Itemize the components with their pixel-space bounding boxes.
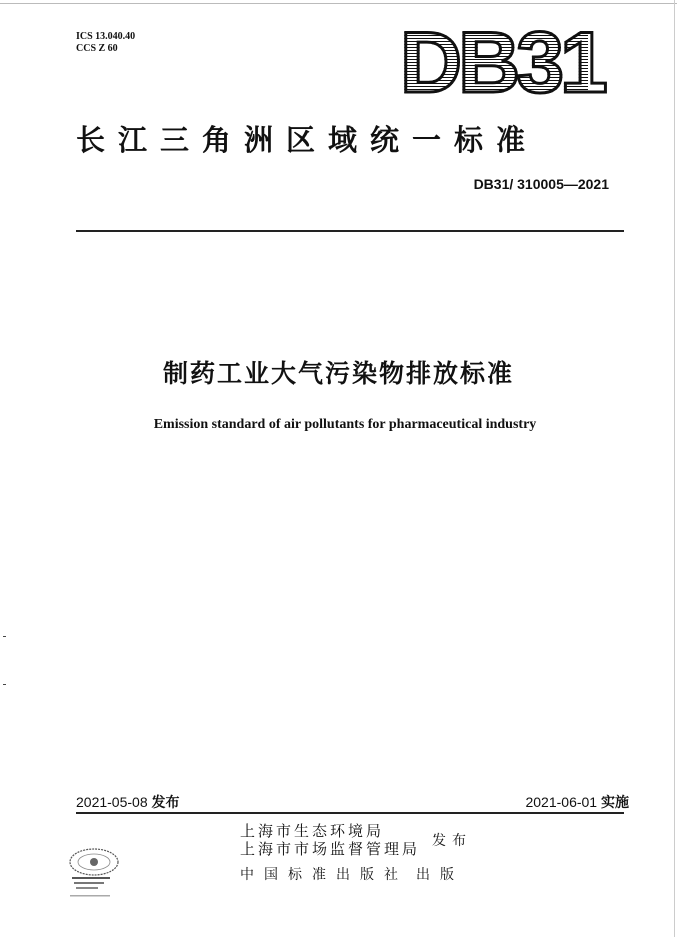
effective-label: 实施 bbox=[601, 795, 629, 811]
document-title-en: Emission standard of air pollutants for pharmaceutical industry bbox=[153, 417, 537, 432]
document-title-zh: 制药工业大气污染物排放标准 bbox=[162, 359, 514, 388]
issuer-environment-bureau: 上海市生态环境局 bbox=[240, 822, 385, 840]
ics-code: ICS 13.040.40 bbox=[76, 31, 136, 42]
page-right-edge bbox=[674, 0, 675, 937]
issuing-authorities bbox=[240, 822, 420, 858]
publisher-line bbox=[240, 864, 464, 884]
publisher-label: 出版 bbox=[416, 867, 464, 883]
scan-mark bbox=[3, 684, 6, 685]
release-date-line bbox=[76, 792, 180, 812]
release-date: 2021-05-08 bbox=[76, 794, 148, 810]
classification-codes bbox=[76, 31, 135, 55]
footer-rule bbox=[76, 812, 624, 814]
header-rule bbox=[76, 230, 624, 232]
series-title: 长江三角洲区域统一标准 bbox=[76, 123, 539, 157]
publisher-name: 中国标准出版社 bbox=[240, 867, 408, 883]
db31-logo: DB31 bbox=[400, 15, 604, 111]
effective-date-line bbox=[525, 792, 629, 812]
effective-date: 2021-06-01 bbox=[525, 794, 598, 810]
issue-label: 发布 bbox=[432, 833, 472, 849]
standard-number: DB31/ 310005—2021 bbox=[473, 176, 609, 192]
release-label: 发布 bbox=[151, 795, 180, 811]
scan-mark bbox=[3, 636, 6, 637]
issuer-market-bureau: 上海市市场监督管理局 bbox=[240, 840, 421, 858]
page-top-edge bbox=[0, 3, 677, 4]
ccs-code: CCS Z 60 bbox=[76, 43, 118, 54]
anti-counterfeit-seal-icon bbox=[66, 846, 126, 900]
